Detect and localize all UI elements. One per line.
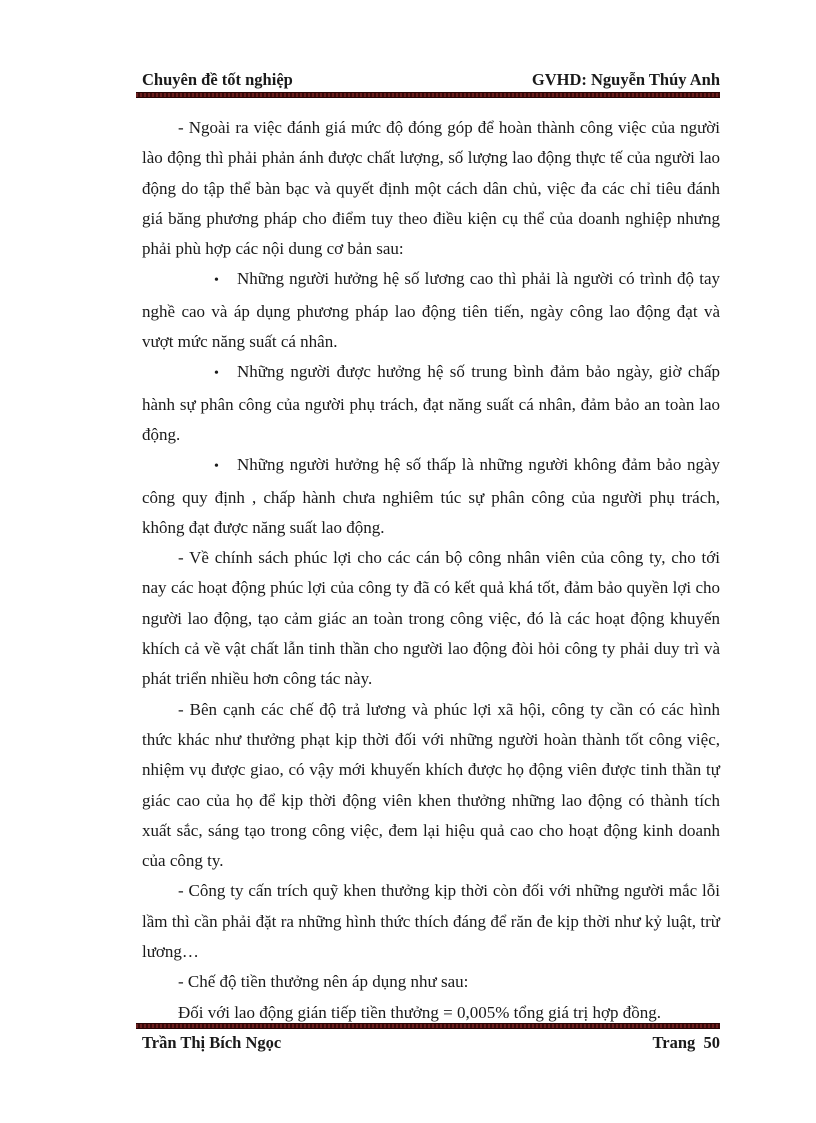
bullet-icon: • — [214, 459, 219, 475]
header-rule — [136, 92, 720, 98]
page-footer — [142, 1033, 720, 1057]
paragraph-welfare: - Về chính sách phúc lợi cho các cán bộ công nhân viên của công ty, cho tới nay các hoạt động phúc lợi của công ty đã có kết quả khá tốt, đảm bảo quyền lợi cho người lao động, tạo cảm giác an toàn trong công việc, đó là các hoạt động khuyến khích cả về vật chất lẫn tinh thần cho người lao động đòi hỏi công ty phải duy trì và phát triển nhiều hơn công tác này. — [142, 548, 720, 689]
footer-rule — [136, 1023, 720, 1029]
paragraph-evaluation: - Ngoài ra việc đánh giá mức độ đóng góp để hoàn thành công việc của người lào động thì phải phản ánh được chất lượng, số lượng lao động thực tế của người lao động do tập thể bàn bạc và quyết định một cách dân chủ, việc đa các chỉ tiêu đánh giá băng phương pháp cho điểm tuy theo điều kiện cụ thể của doanh nghiệp nhưng phải phù hợp các nội dung cơ bản sau: — [142, 118, 720, 259]
bullet-text: Những người được hưởng hệ số trung bình đảm bảo ngày, giờ chấp hành sự phân công của người phụ trách, đạt năng suất cá nhân, đảm bảo an toàn lao động. — [142, 362, 720, 444]
header-advisor: GVHD: Nguyễn Thúy Anh — [531, 70, 720, 89]
paragraph-rewards: - Bên cạnh các chế độ trả lương và phúc lợi xã hội, công ty cần có các hình thức khác như thưởng phạt kịp thời đối với những người hoàn thành tốt công việc, nhiệm vụ được giao, có vậy mới khuyến khích được họ động viên được tinh thần tự giác cao của họ để kịp thời động viên khen thưởng những lao động có thành tích xuất sắc, sáng tạo trong công việc, đem lại hiệu quả cao cho hoạt động kinh doanh của công ty. — [142, 699, 720, 871]
page-label: Trang — [652, 1033, 696, 1052]
page-number: 50 — [703, 1033, 720, 1052]
header-title: Chuyên đề tốt nghiệp — [142, 70, 293, 89]
footer-author: Trần Thị Bích Ngọc — [142, 1033, 282, 1052]
page-header — [142, 66, 720, 90]
bullet-item — [142, 450, 720, 543]
paragraph-bonus-regime: - Chế độ tiền thưởng nên áp dụng như sau: — [178, 972, 469, 992]
paragraph-indirect-labor: Đối với lao động gián tiếp tiền thưởng = 0,005% tổng giá trị hợp đồng. — [178, 1002, 661, 1022]
paragraph-bonus-fund: - Công ty cấn trích quỹ khen thưởng kịp thời còn đối với những người mắc lỗi lầm thì cần phải đặt ra những hình thức thích đáng để răn đe kịp thời như kỷ luật, trừ lương… — [142, 881, 720, 962]
document-body — [142, 113, 720, 1028]
bullet-item — [142, 357, 720, 450]
bullet-icon: • — [214, 273, 219, 289]
bullet-text: Những người hưởng hệ số thấp là những người không đảm bảo ngày công quy định , chấp hành chưa nghiêm túc sự phân công của người phụ trách, không đạt được năng suất lao động. — [142, 455, 720, 537]
bullet-item — [142, 264, 720, 357]
page-number-block — [652, 1033, 720, 1053]
bullet-text: Những người hưởng hệ số lương cao thì phải là người có trình độ tay nghề cao và áp dụng phương pháp lao động tiên tiến, ngày công lao động đạt và vượt mức năng suất cá nhân. — [142, 269, 720, 352]
bullet-icon: • — [214, 366, 219, 382]
